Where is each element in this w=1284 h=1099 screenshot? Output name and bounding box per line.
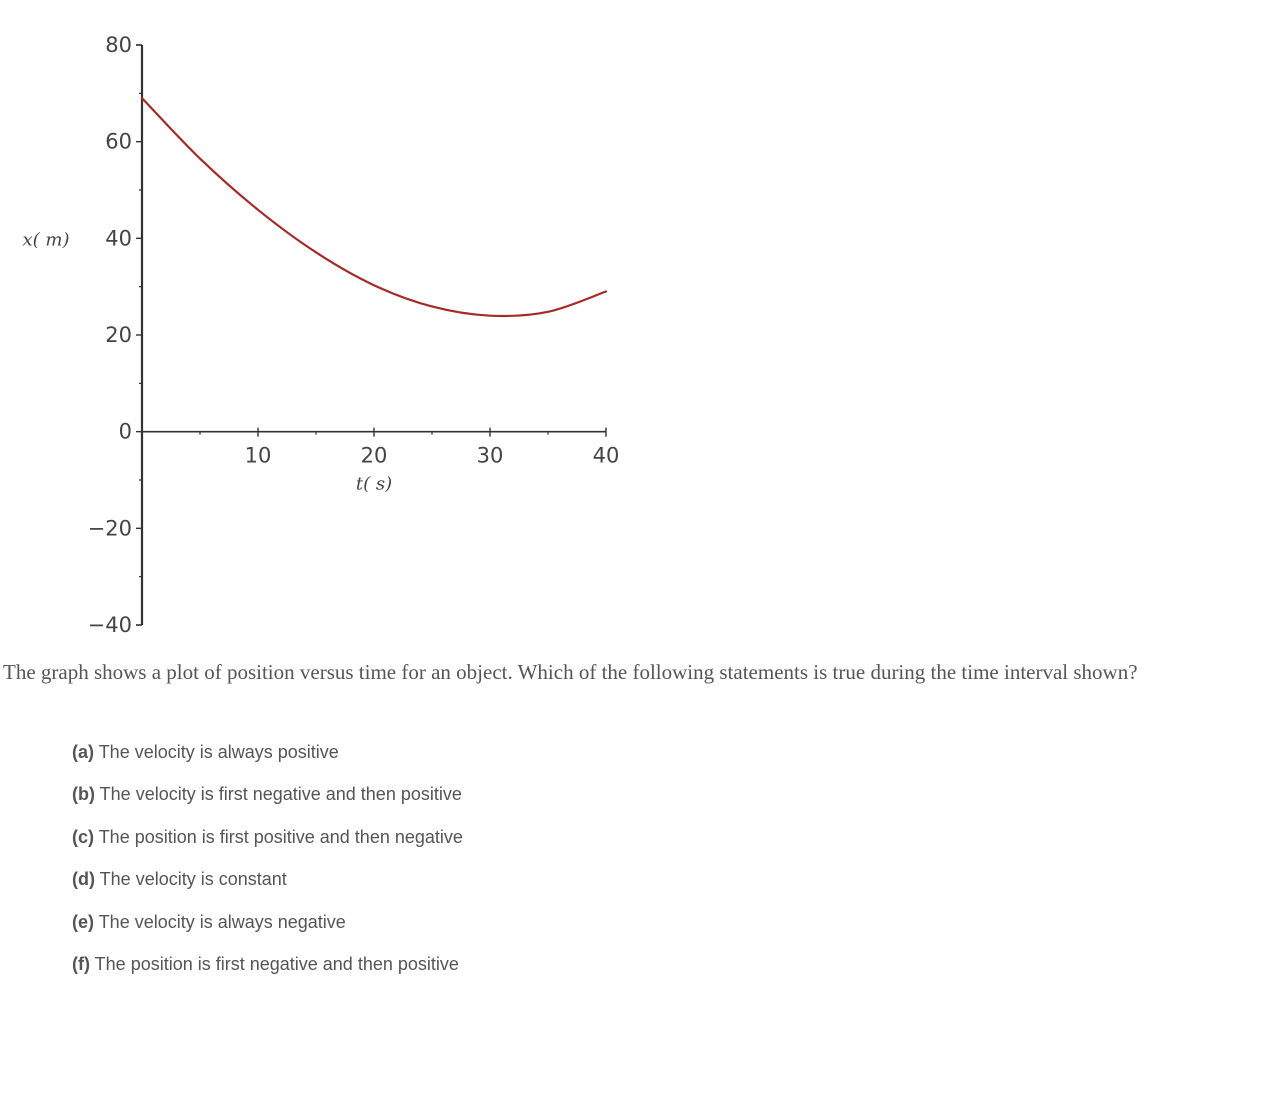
y-tick-label: 0: [118, 419, 132, 444]
option-text: The position is first positive and then negative: [98, 826, 463, 847]
series-line: [142, 98, 606, 316]
y-tick-label: 40: [105, 226, 132, 251]
y-tick-label: 80: [105, 33, 132, 57]
x-tick-label: 40: [592, 443, 620, 468]
chart-svg: [0, 0, 640, 650]
y-tick-label: −40: [87, 613, 132, 637]
option-letter: (f): [72, 953, 90, 974]
option-letter: (e): [72, 911, 94, 932]
option-letter: (d): [72, 869, 95, 890]
x-tick-label: 20: [360, 443, 388, 468]
y-axis-title: x( m): [22, 229, 70, 251]
option-b[interactable]: [72, 780, 463, 822]
answer-options: [72, 738, 463, 992]
option-text: The velocity is constant: [99, 869, 287, 890]
option-c[interactable]: [72, 823, 463, 865]
option-text: The velocity is first negative and then positive: [99, 784, 462, 805]
question-text: The graph shows a plot of position versus time for an object. Which of the following statements is true during the time interval shown?: [3, 660, 1138, 684]
option-letter: (c): [72, 826, 94, 847]
y-tick-label: 60: [105, 129, 132, 154]
position-time-chart: [0, 0, 640, 650]
option-d[interactable]: [72, 865, 463, 907]
option-text: The velocity is always negative: [98, 911, 346, 932]
x-tick-label: 10: [244, 443, 272, 468]
option-f[interactable]: [72, 950, 463, 992]
option-text: The velocity is always positive: [98, 742, 339, 762]
x-tick-label: 30: [476, 443, 504, 468]
x-axis-title: t( s): [355, 473, 393, 495]
option-letter: (b): [72, 784, 95, 805]
option-a[interactable]: [72, 738, 463, 780]
y-tick-label: −20: [87, 516, 132, 541]
option-e[interactable]: [72, 908, 463, 950]
option-letter: (a): [72, 742, 94, 762]
option-text: The position is first negative and then positive: [94, 953, 459, 974]
y-tick-label: 20: [105, 323, 132, 347]
